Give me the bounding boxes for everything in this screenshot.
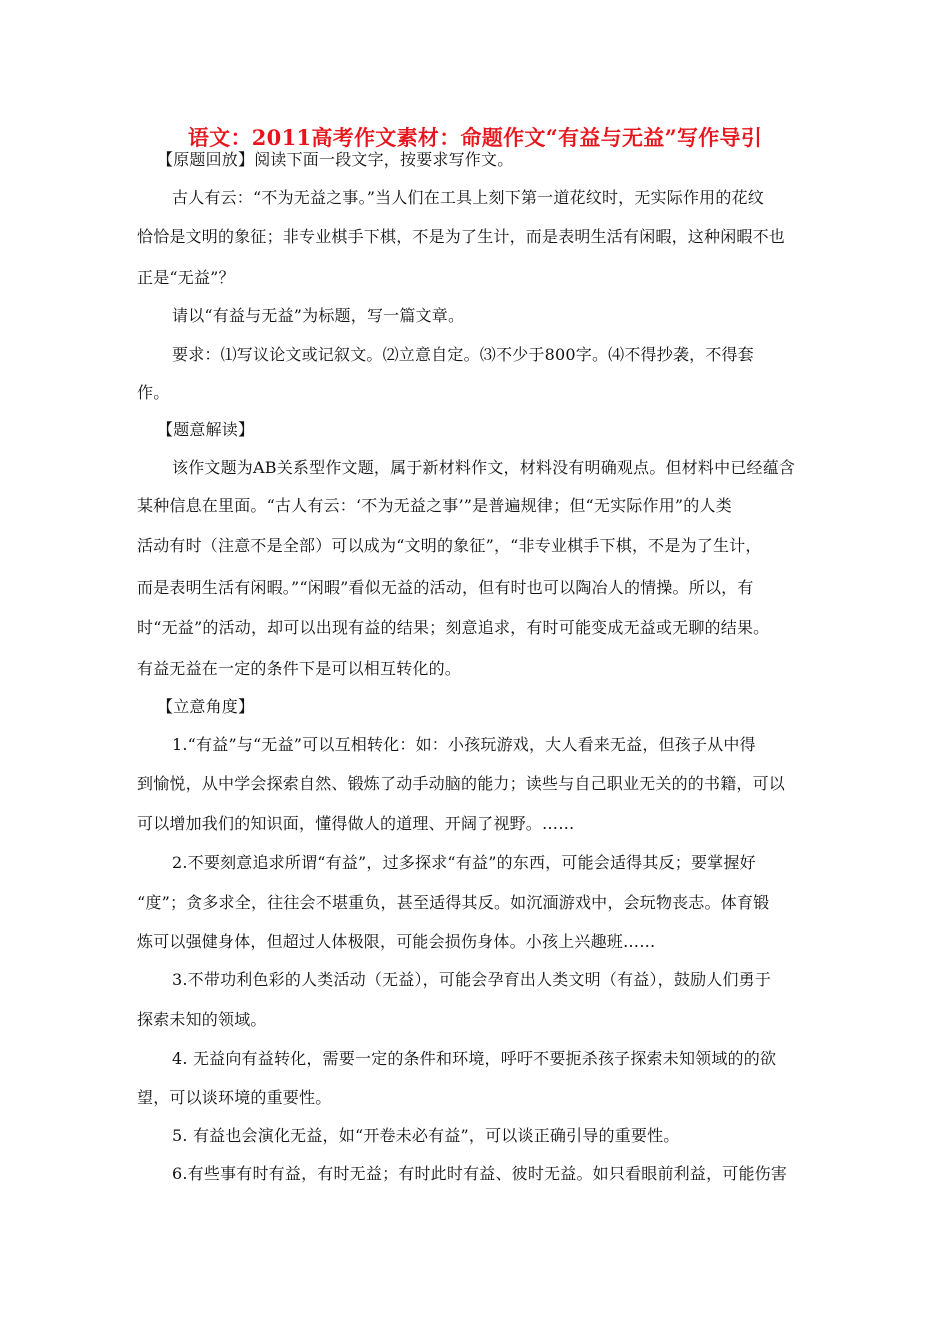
list-item-line: 探索未知的领域。 [137, 1010, 267, 1029]
paragraph-line: 恰恰是文明的象征；非专业棋手下棋，不是为了生计，而是表明生活有闲暇，这种闲暇不也 [137, 227, 786, 246]
list-item-line: 2.不要刻意追求所谓“有益”，过多探求“有益”的东西，可能会适得其反；要掌握好 [172, 853, 756, 872]
list-item-line: 1.“有益”与“无益”可以互相转化：如：小孩玩游戏，大人看来无益，但孩子从中得 [172, 735, 756, 754]
list-item-line: 到愉悦，从中学会探索自然、锻炼了动手动脑的能力；读些与自己职业无关的的书籍，可以 [137, 774, 786, 793]
section-heading-angles: 【立意角度】 [157, 697, 255, 716]
section-heading-interpretation: 【题意解读】 [157, 420, 255, 439]
paragraph-line: 时“无益”的活动，却可以出现有益的结果；刻意追求，有时可能变成无益或无聊的结果。 [137, 618, 770, 637]
paragraph-line: 而是表明生活有闲暇。”“闲暇”看似无益的活动，但有时也可以陶冶人的情操。所以，有 [137, 578, 754, 597]
paragraph-line: 正是“无益”？ [137, 268, 235, 287]
list-item-line: 炼可以强健身体，但超过人体极限，可能会损伤身体。小孩上兴趣班…… [137, 932, 656, 951]
list-item-line: 5. 有益也会演化无益，如“开卷未必有益”，可以谈正确引导的重要性。 [172, 1126, 680, 1145]
paragraph-line: 有益无益在一定的条件下是可以相互转化的。 [137, 659, 462, 678]
list-item-line: 4. 无益向有益转化，需要一定的条件和环境，呼吁不要扼杀孩子探索未知领域的的欲 [172, 1049, 777, 1068]
section-heading-original-question: 【原题回放】阅读下面一段文字，按要求写作文。 [157, 150, 514, 169]
list-item-line: 3.不带功利色彩的人类活动（无益），可能会孕育出人类文明（有益），鼓励人们勇于 [172, 970, 772, 989]
paragraph-line: 请以“有益与无益”为标题，写一篇文章。 [172, 306, 465, 325]
paragraph-line: 某种信息在里面。“古人有云：‘不为无益之事’”是普遍规律；但“无实际作用”的人类 [137, 496, 732, 515]
paragraph-line: 古人有云：“不为无益之事。”当人们在工具上刻下第一道花纹时，无实际作用的花纹 [172, 188, 764, 207]
document-title: 语文：2011高考作文素材：命题作文“有益与无益”写作导引 [187, 125, 763, 150]
paragraph-line: 要求：⑴写议论文或记叙文。⑵立意自定。⑶不少于800字。⑷不得抄袭，不得套 [172, 345, 754, 364]
paragraph-line: 活动有时（注意不是全部）可以成为“文明的象征”，“非专业棋手下棋，不是为了生计， [137, 536, 762, 555]
list-item-line: 6.有些事有时有益，有时无益；有时此时有益、彼时无益。如只看眼前利益，可能伤害 [172, 1164, 788, 1183]
list-item-line: “度”；贪多求全，往往会不堪重负，甚至适得其反。如沉湎游戏中，会玩物丧志。体育锻 [137, 893, 770, 912]
paragraph-line: 作。 [137, 383, 170, 402]
list-item-line: 可以增加我们的知识面，懂得做人的道理、开阔了视野。…… [137, 814, 575, 833]
list-item-line: 望，可以谈环境的重要性。 [137, 1088, 332, 1107]
paragraph-line: 该作文题为AB关系型作文题，属于新材料作文，材料没有明确观点。但材料中已经蕴含 [172, 458, 796, 477]
